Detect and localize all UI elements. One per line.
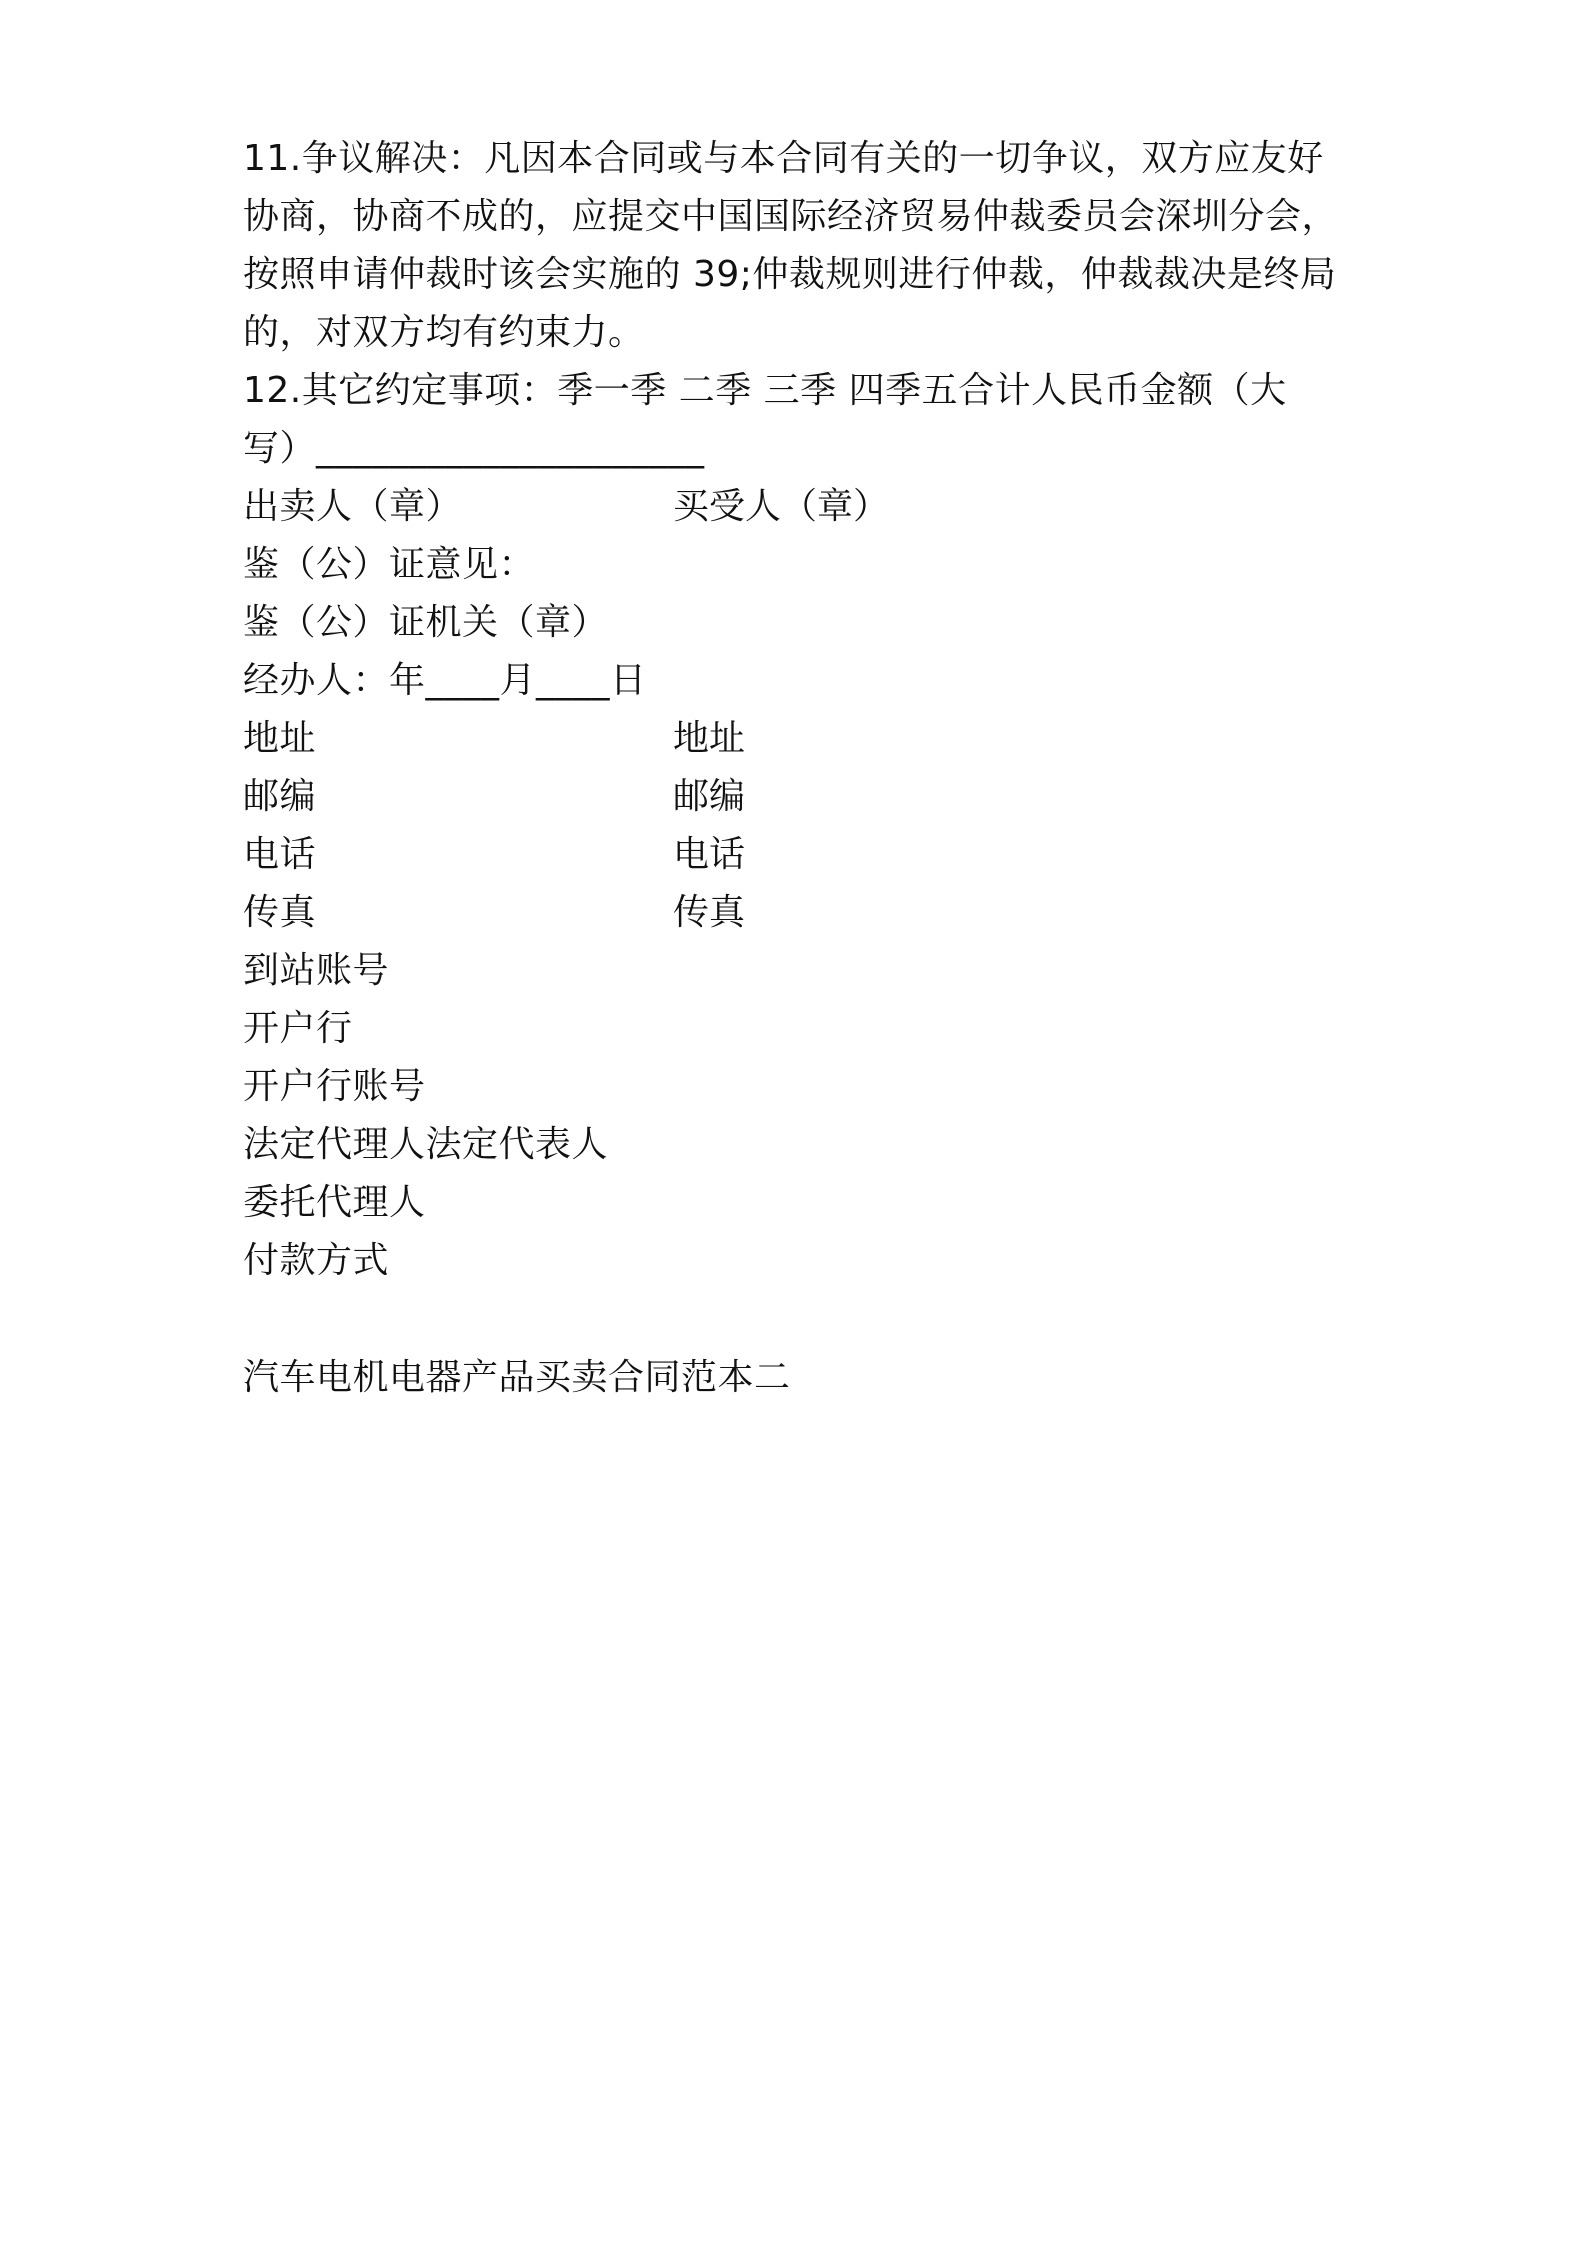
clause-11-line-4: 的，对双方均有约束力。 [243, 312, 645, 353]
payment-method-label: 付款方式 [243, 1240, 390, 1281]
clause-12-line-2: 写）_____________________ [243, 428, 705, 469]
seller-phone-label: 电话 [243, 834, 317, 875]
clause-12-line-1: 12.其它约定事项：季一季 二季 三季 四季五合计人民币金额（大 [243, 370, 1287, 411]
buyer-address-label: 地址 [673, 718, 746, 759]
legal-representative-label: 法定代理人法定代表人 [243, 1124, 609, 1165]
bank-label: 开户行 [243, 1008, 353, 1049]
buyer-fax-label: 传真 [673, 892, 746, 933]
clause-11-line-3: 按照申请仲裁时该会实施的 39;仲裁规则进行仲裁，仲裁裁决是终局 [243, 254, 1337, 295]
seller-address-label: 地址 [243, 718, 317, 759]
seller-fax-label: 传真 [243, 892, 317, 933]
handler-date-line: 经办人：年____月____日 [243, 660, 647, 701]
buyer-seal-label: 买受人（章） [673, 486, 890, 527]
next-contract-title: 汽车电机电器产品买卖合同范本二 [243, 1357, 791, 1398]
buyer-postcode-label: 邮编 [673, 776, 746, 817]
notary-seal-label: 鉴（公）证机关（章） [243, 602, 609, 643]
bank-account-label: 开户行账号 [243, 1066, 426, 1107]
station-account-label: 到站账号 [243, 950, 390, 991]
clause-11-line-1: 11.争议解决：凡因本合同或与本合同有关的一切争议，双方应友好 [243, 138, 1324, 179]
seller-postcode-label: 邮编 [243, 776, 317, 817]
clause-11-line-2: 协商，协商不成的，应提交中国国际经济贸易仲裁委员会深圳分会， [243, 196, 1339, 237]
seller-seal-label: 出卖人（章） [243, 486, 463, 527]
buyer-phone-label: 电话 [673, 834, 746, 875]
notary-opinion-label: 鉴（公）证意见： [243, 544, 536, 585]
entrusted-agent-label: 委托代理人 [243, 1182, 426, 1223]
